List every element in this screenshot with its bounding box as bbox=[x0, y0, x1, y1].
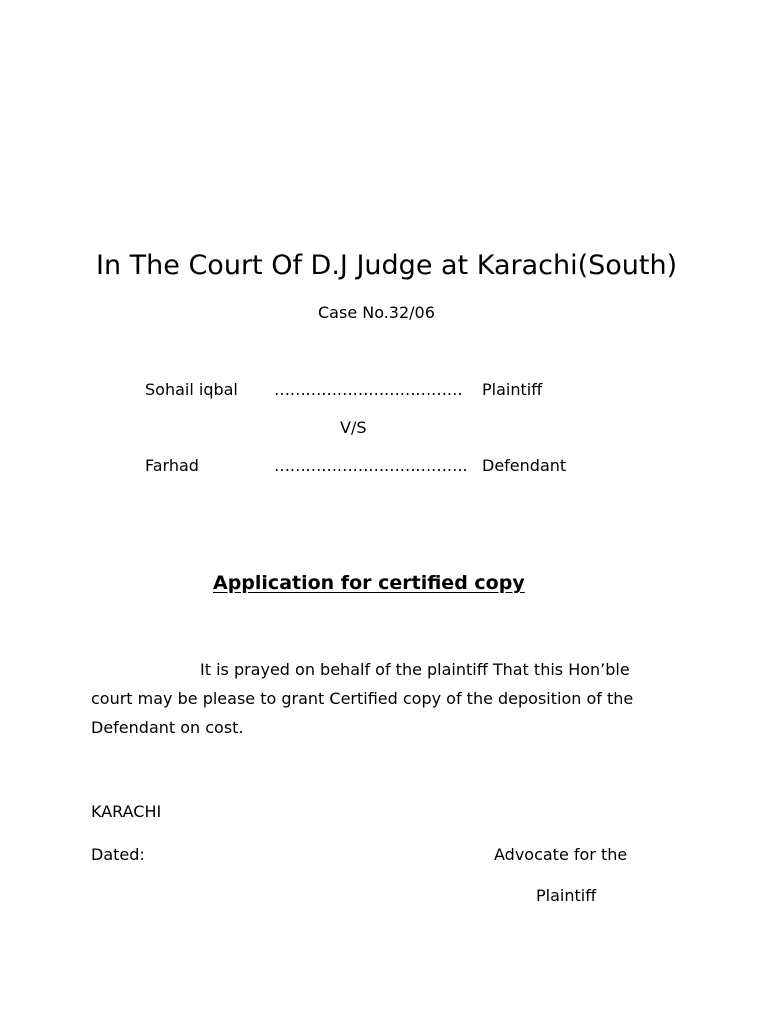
versus-label: V/S bbox=[340, 418, 367, 437]
paragraph-line: court may be please to grant Certified copy of the deposition of the bbox=[91, 689, 634, 708]
defendant-dots: ………………………………. bbox=[274, 456, 468, 475]
plaintiff-name: Sohail iqbal bbox=[145, 380, 238, 399]
dated-label: Dated: bbox=[91, 845, 145, 864]
case-number: Case No.32/06 bbox=[318, 303, 435, 322]
paragraph-line: It is prayed on behalf of the plaintiff That this Hon’ble bbox=[200, 660, 630, 679]
defendant-name: Farhad bbox=[145, 456, 199, 475]
plaintiff-dots: ……………………………… bbox=[274, 380, 463, 399]
signature-line: Plaintiff bbox=[536, 886, 597, 905]
court-title: In The Court Of D.J Judge at Karachi(South) bbox=[96, 250, 678, 281]
signature-line: Advocate for the bbox=[494, 845, 628, 864]
defendant-role: Defendant bbox=[482, 456, 567, 475]
paragraph-line: Defendant on cost. bbox=[91, 718, 244, 737]
application-heading: Application for certified copy bbox=[213, 572, 525, 594]
plaintiff-role: Plaintiff bbox=[482, 380, 543, 399]
place-label: KARACHI bbox=[91, 802, 162, 821]
